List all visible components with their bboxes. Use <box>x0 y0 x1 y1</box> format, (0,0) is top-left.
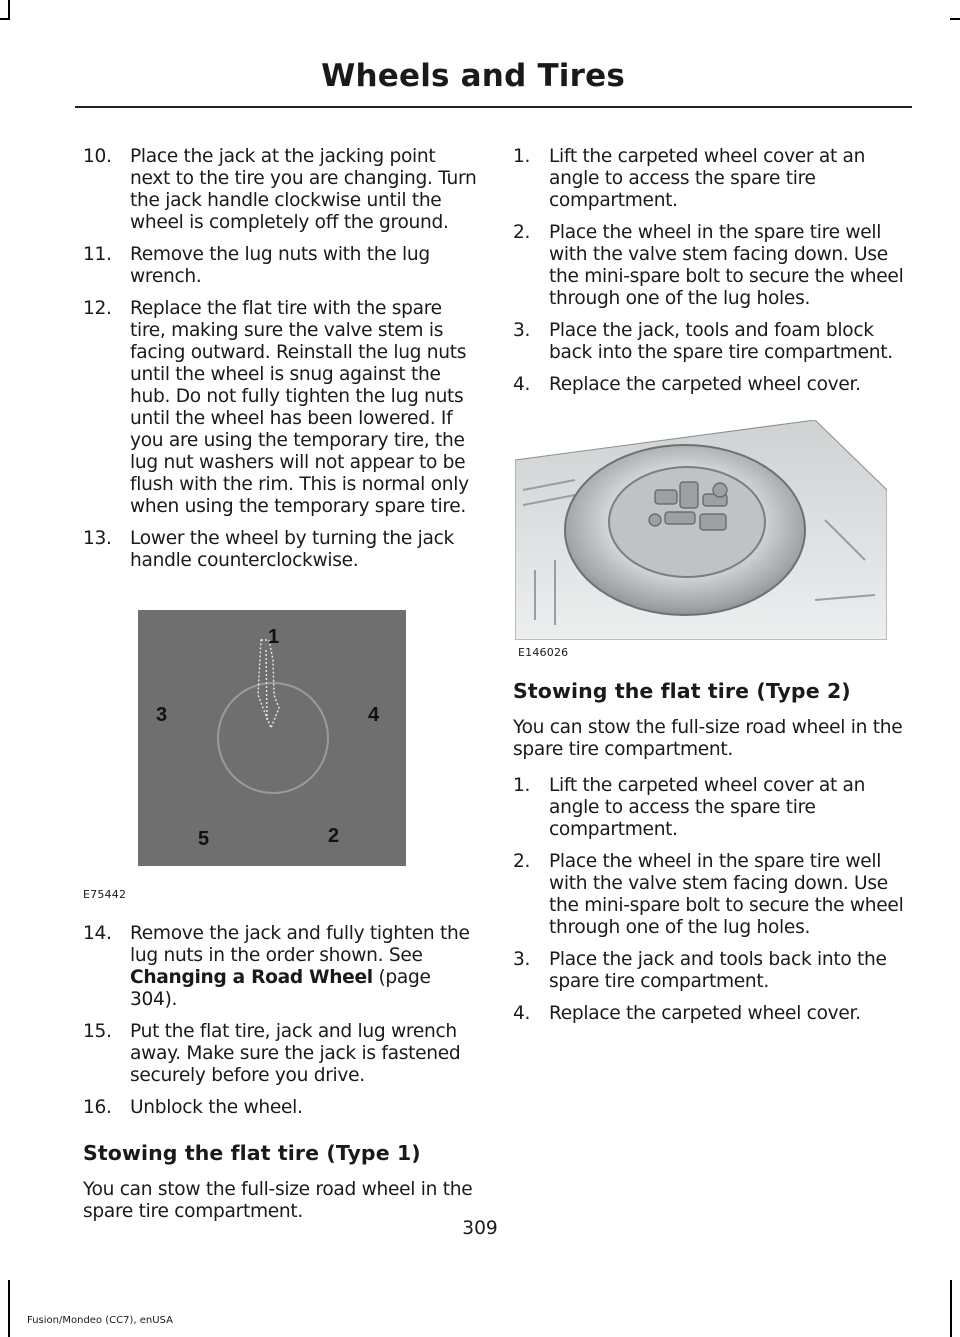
step-text: Replace the flat tire with the spare tire, making sure the valve stem is facing outward. Reinstall the lug nuts until the wheel is snug against the hub. Do not fully tighten the lug nuts until the wheel has been lowered. If you are using the temporary tire, the lug nut washers will not appear to be flush with the rim. This is normal only when using the temporary spare tire. <box>130 298 469 517</box>
step-number: 3. <box>513 949 531 970</box>
step-text: Unblock the wheel. <box>130 1097 303 1118</box>
crop-mark-top-left-h <box>0 18 10 20</box>
footer-model-text: Fusion/Mondeo (CC7), enUSA <box>27 1315 173 1326</box>
step-number: 4. <box>513 374 531 395</box>
step-item <box>513 320 908 364</box>
step-number: 10. <box>83 146 112 167</box>
step-number: 11. <box>83 244 112 265</box>
step-item <box>83 528 478 572</box>
step-number: 15. <box>83 1021 112 1042</box>
step-number: 2. <box>513 851 531 872</box>
step-number: 13. <box>83 528 112 549</box>
spare-tire-figure <box>513 420 908 665</box>
step-item <box>513 949 908 993</box>
figure-background <box>138 610 406 866</box>
step-item <box>83 1021 478 1087</box>
section-paragraph: You can stow the full-size road wheel in the spare tire compartment. <box>513 717 903 760</box>
step-item <box>513 374 908 396</box>
lug-label-2: 2 <box>328 825 340 847</box>
step-number: 12. <box>83 298 112 319</box>
step-text: Place the jack at the jacking point next to the tire you are changing. Turn the jack handle clockwise until the wheel is completely off the ground. <box>130 146 477 233</box>
step-text: Remove the lug nuts with the lug wrench. <box>130 244 430 287</box>
step-text: Place the jack and tools back into the spare tire compartment. <box>549 949 887 992</box>
crop-mark-top-left-v <box>8 0 10 18</box>
step-number: 2. <box>513 222 531 243</box>
step-item <box>83 244 478 288</box>
step-text: Lift the carpeted wheel cover at an angle to access the spare tire compartment. <box>549 146 866 211</box>
step-item <box>83 923 478 1011</box>
step-text: Remove the jack and fully tighten the lug nuts in the order shown. See <box>130 923 470 966</box>
step-item <box>513 851 908 939</box>
step-number: 14. <box>83 923 112 944</box>
step-number: 4. <box>513 1003 531 1024</box>
step-item <box>83 1097 478 1119</box>
step-item <box>513 1003 908 1025</box>
step-text: Replace the carpeted wheel cover. <box>549 1003 861 1024</box>
lug-label-5: 5 <box>198 828 210 850</box>
step-text: Put the flat tire, jack and lug wrench away. Make sure the jack is fastened securely before you drive. <box>130 1021 461 1086</box>
section-heading: Stowing the flat tire (Type 2) <box>513 679 851 703</box>
step-number: 1. <box>513 775 531 796</box>
step-item <box>83 146 478 234</box>
crop-mark-bottom-left <box>8 1280 10 1337</box>
step-text: Place the wheel in the spare tire well with the valve stem facing down. Use the mini-spare bolt to secure the wheel through one of the lug holes. <box>549 222 904 309</box>
step-text: Replace the carpeted wheel cover. <box>549 374 861 395</box>
step-text: Lower the wheel by turning the jack handle counterclockwise. <box>130 528 455 571</box>
page-reference: (page 304). <box>130 967 431 1010</box>
step-item <box>513 775 908 841</box>
figure-caption: E75442 <box>83 888 127 901</box>
cross-reference-link[interactable]: Changing a Road Wheel <box>130 967 373 988</box>
figure-caption: E146026 <box>518 646 569 659</box>
lug-label-3: 3 <box>156 704 168 726</box>
step-item <box>513 146 908 212</box>
step-text: Place the wheel in the spare tire well with the valve stem facing down. Use the mini-spare bolt to secure the wheel through one of the lug holes. <box>549 851 904 938</box>
right-column <box>513 146 908 1035</box>
header-rule <box>75 106 912 108</box>
page-number: 309 <box>462 1218 498 1239</box>
step-number: 3. <box>513 320 531 341</box>
step-text: Place the jack, tools and foam block back into the spare tire compartment. <box>549 320 893 363</box>
crop-mark-bottom-right <box>950 1280 952 1337</box>
section-heading: Stowing the flat tire (Type 1) <box>83 1141 421 1165</box>
step-number: 16. <box>83 1097 112 1118</box>
step-text: Lift the carpeted wheel cover at an angle to access the spare tire compartment. <box>549 775 866 840</box>
step-item <box>513 222 908 310</box>
section-paragraph: You can stow the full-size road wheel in the spare tire compartment. <box>83 1179 473 1222</box>
spare-tire-compartment-illustration <box>515 420 887 640</box>
step-number: 1. <box>513 146 531 167</box>
lug-nut-order-figure <box>83 610 478 901</box>
page-header-title: Wheels and Tires <box>321 58 625 94</box>
lug-label-4: 4 <box>368 704 380 726</box>
left-column <box>83 146 478 1237</box>
step-item <box>83 298 478 518</box>
lug-label-1: 1 <box>268 626 280 648</box>
lug-nut-order-illustration <box>138 610 406 866</box>
crop-mark-top-right <box>950 18 960 20</box>
